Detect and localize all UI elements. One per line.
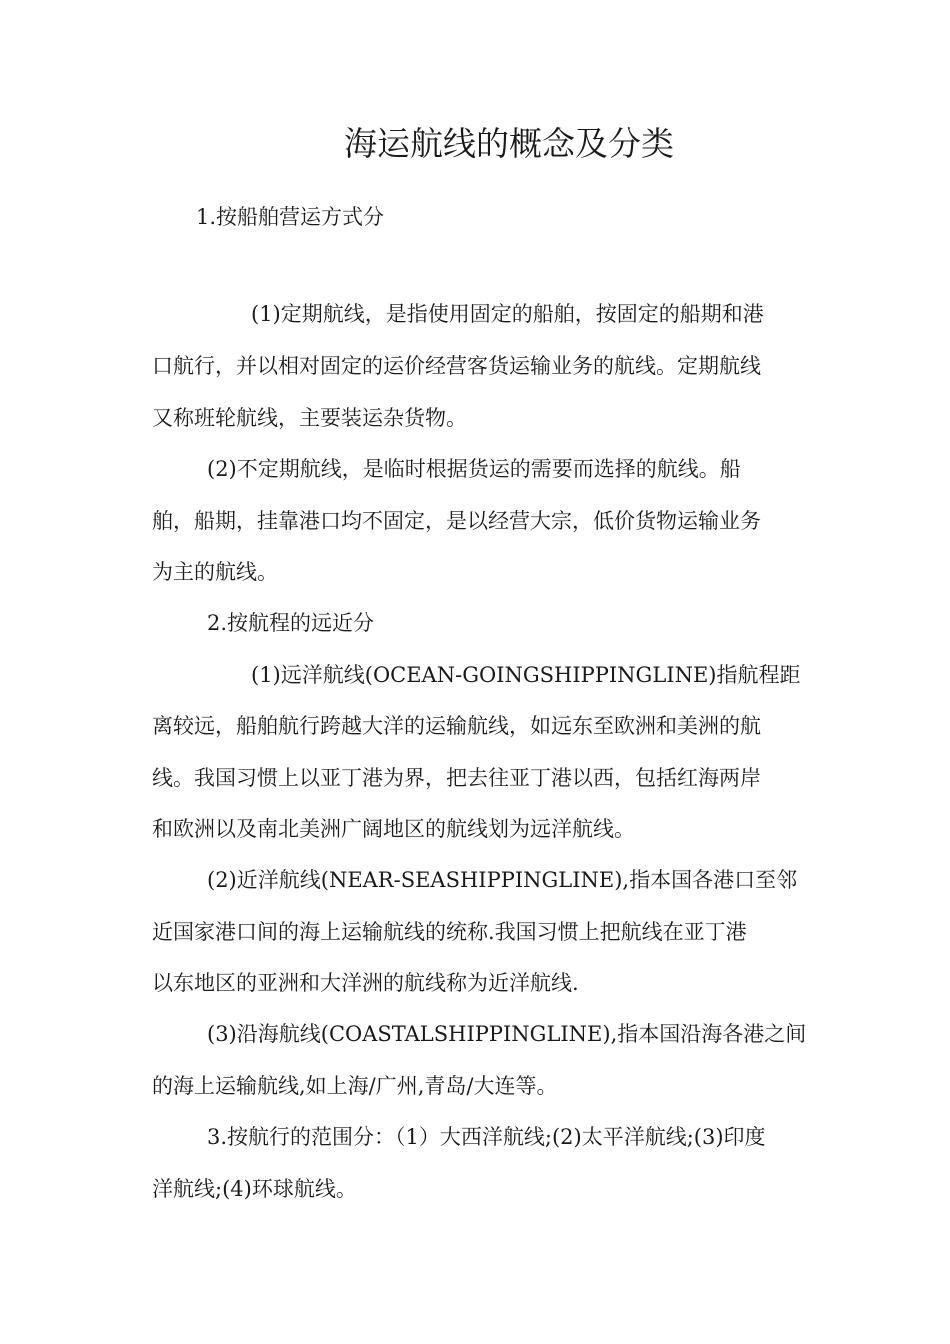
- s1p2-line1: (2)不定期航线，是临时根据货运的需要而选择的航线。船: [207, 457, 741, 481]
- document-title: 海运航线的概念及分类: [344, 124, 674, 163]
- s2p2-line3: 以东地区的亚洲和大洋洲的航线称为近洋航线.: [152, 971, 579, 995]
- s1p1-line2: 口航行，并以相对固定的运价经营客货运输业务的航线。定期航线: [152, 354, 761, 378]
- s2p3-line1: (3)沿海航线(COASTALSHIPPINGLINE),指本国沿海各港之间: [207, 1022, 807, 1046]
- s2p1-line3: 线。我国习惯上以亚丁港为界，把去往亚丁港以西，包括红海两岸: [152, 766, 761, 790]
- s2p1-line4: 和欧洲以及南北美洲广阔地区的航线划为远洋航线。: [152, 817, 635, 841]
- s1p2-line3: 为主的航线。: [152, 560, 278, 584]
- s1p2-line2: 舶，船期，挂靠港口均不固定，是以经营大宗，低价货物运输业务: [152, 509, 761, 533]
- s1p1-line1: (1)定期航线，是指使用固定的船舶，按固定的船期和港: [251, 302, 764, 326]
- section3-line1: 3.按航行的范围分：（1）大西洋航线;(2)太平洋航线;(3)印度: [207, 1125, 766, 1149]
- section3-line2: 洋航线;(4)环球航线。: [152, 1177, 357, 1201]
- section2-heading: 2.按航程的远近分: [207, 611, 375, 635]
- section1-heading: 1.按船舶营运方式分: [196, 205, 385, 229]
- s2p2-line2: 近国家港口间的海上运输航线的统称.我国习惯上把航线在亚丁港: [152, 920, 747, 944]
- s2p1-line1: (1)远洋航线(OCEAN-GOINGSHIPPINGLINE)指航程距: [251, 663, 801, 687]
- s2p2-line1: (2)近洋航线(NEAR-SEASHIPPINGLINE),指本国各港口至邻: [207, 868, 798, 892]
- s2p3-line2: 的海上运输航线,如上海/广州,青岛/大连等。: [152, 1074, 558, 1098]
- s2p1-line2: 离较远，船舶航行跨越大洋的运输航线，如远东至欧洲和美洲的航: [152, 714, 761, 738]
- s1p1-line3: 又称班轮航线，主要装运杂货物。: [152, 406, 467, 430]
